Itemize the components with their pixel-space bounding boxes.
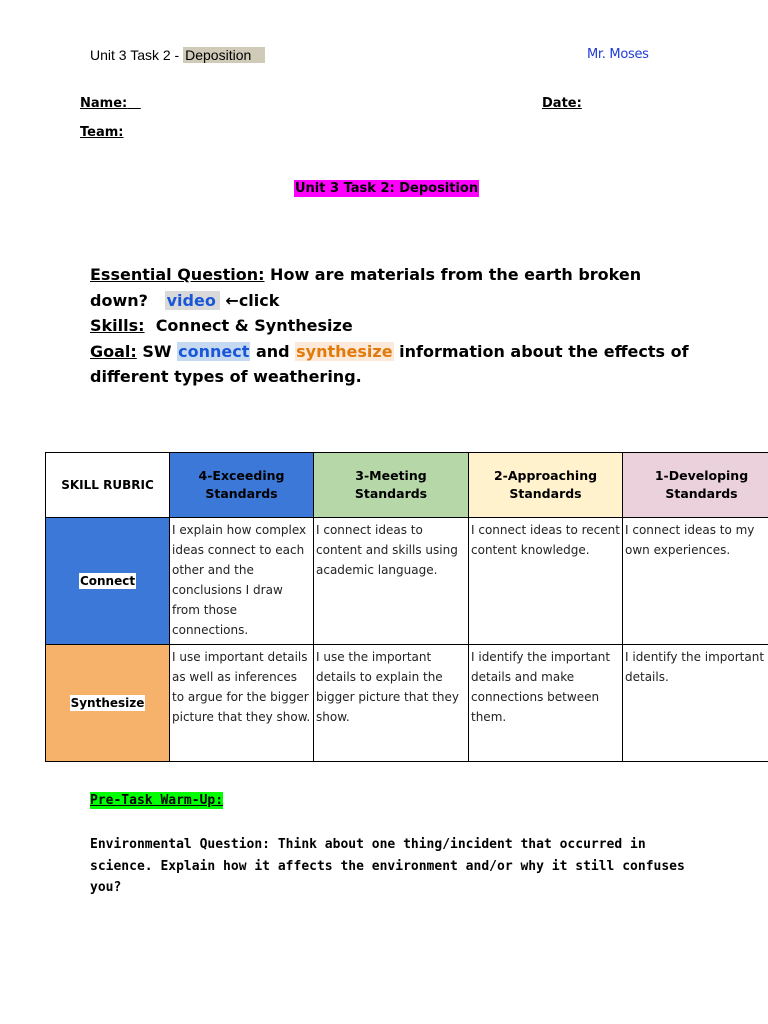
essential-question-line-2 <box>90 288 710 314</box>
rubric-header-skill: SKILL RUBRIC <box>46 453 170 518</box>
warmup-title: Pre-Task Warm-Up: <box>90 793 224 808</box>
document-header-title <box>90 46 265 64</box>
goal-rest: information about the effects of <box>393 341 689 361</box>
row-label-text: Connect <box>79 574 136 588</box>
rubric-row-label-synthesize <box>46 645 170 762</box>
header-title-highlight: Deposition <box>183 47 265 63</box>
task-title: Unit 3 Task 2: Deposition <box>295 181 479 196</box>
click-hint: ←click <box>219 290 280 310</box>
name-field-label: Name: <box>80 96 128 111</box>
essential-question-line <box>90 262 710 288</box>
eq-text-2: down? <box>90 290 148 310</box>
eq-text: How are materials from the earth broken <box>264 265 642 284</box>
skills-line <box>90 313 710 339</box>
rubric-cell: I use the important details to explain the bigger picture that they show. <box>314 645 469 762</box>
date-field-label: Date: <box>542 96 582 111</box>
environmental-question: Environmental Question: Think about one thing/incident that occurred in science. Explain how it affects the environment and/or why it still confuses you? <box>90 837 685 895</box>
teacher-name: Mr. Moses <box>587 47 649 62</box>
table-row <box>46 645 768 762</box>
goal-synthesize-word: synthesize <box>296 341 393 361</box>
skills-label: Skills: <box>90 316 145 335</box>
eq-label: Essential Question: <box>90 265 265 284</box>
header-title-prefix: Unit 3 Task 2 - <box>90 47 184 63</box>
rubric-cell: I connect ideas to recent content knowledge. <box>469 518 623 645</box>
rubric-cell: I identify the important details. <box>623 645 768 762</box>
rubric-cell: I identify the important details and make connections between them. <box>469 645 623 762</box>
video-link[interactable]: video <box>165 291 220 310</box>
skill-rubric-table <box>45 452 768 762</box>
rubric-header-exceeding: 4-Exceeding Standards <box>170 453 314 518</box>
rubric-cell: I explain how complex ideas connect to each other and the conclusions I draw from those connections. <box>170 518 314 645</box>
rubric-cell: I use important details as well as inferences to argue for the bigger picture that they show. <box>170 645 314 762</box>
goal-line <box>90 339 710 365</box>
rubric-header-developing: 1-Developing Standards <box>623 453 768 518</box>
row-label-text: Synthesize <box>70 696 145 710</box>
rubric-row-label-connect <box>46 518 170 645</box>
goal-label: Goal: <box>90 341 137 361</box>
rubric-cell: I connect ideas to content and skills using academic language. <box>314 518 469 645</box>
essential-question-block <box>90 262 710 390</box>
rubric-header-meeting: 3-Meeting Standards <box>314 453 469 518</box>
rubric-cell: I connect ideas to my own experiences. <box>623 518 768 645</box>
rubric-header-approaching: 2-Approaching Standards <box>469 453 623 518</box>
rubric-header-row <box>46 453 768 518</box>
team-field-label: Team: <box>80 125 124 140</box>
goal-line-2: different types of weathering. <box>90 367 362 386</box>
goal-connect-word: connect <box>178 341 250 361</box>
skills-text: Connect & Synthesize <box>144 316 353 335</box>
table-row <box>46 518 768 645</box>
goal-and: and <box>250 341 296 361</box>
goal-sw: SW <box>136 341 178 361</box>
